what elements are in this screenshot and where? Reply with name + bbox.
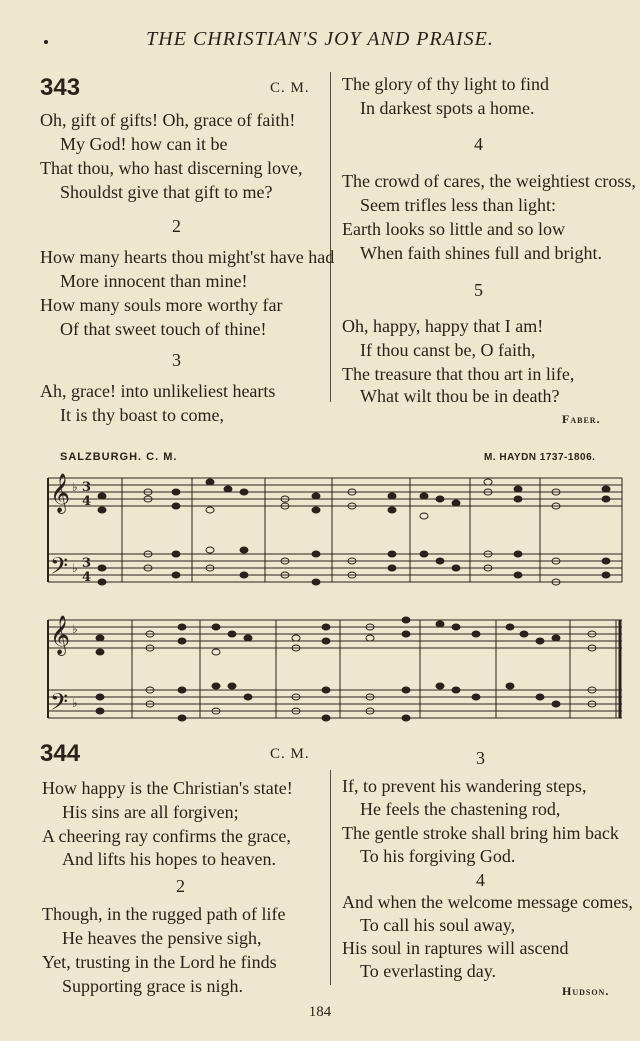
hymn-343-line: Ah, grace! into unlikeliest hearts: [40, 381, 276, 401]
hymn-343-line: The treasure that thou art in life,: [342, 364, 575, 384]
notes: [96, 479, 610, 721]
time-signature: 3: [82, 480, 92, 495]
tune-name: SALZBURGH. C. M.: [60, 451, 178, 463]
flat-icon: ♭: [72, 696, 78, 710]
hymn-343-line: Oh, gift of gifts! Oh, grace of faith!: [40, 110, 296, 130]
hymn-343-line: My God! how can it be: [60, 134, 228, 154]
hymn-344-line: His sins are all forgiven;: [62, 802, 239, 822]
hymn-343-line: When faith shines full and bright.: [360, 243, 602, 263]
treble-clef-icon: 𝄞: [50, 473, 71, 513]
hymn-343-number: 343: [40, 74, 81, 101]
hymn-343-author: Faber.: [562, 412, 601, 426]
hymn-344-line: Yet, trusting in the Lord he finds: [42, 952, 277, 972]
flat-icon: ♭: [72, 622, 78, 636]
hymn-343-line: That thou, who hast discerning love,: [40, 158, 303, 178]
hymn-344-line: To everlasting day.: [360, 961, 497, 981]
system-2-barlines: [132, 620, 620, 718]
hymn-344-line: To call his soul away,: [360, 915, 516, 935]
hymn-343-line: Of that sweet touch of thine!: [60, 319, 267, 339]
time-signature: 3: [82, 556, 92, 571]
hymn-343-meter: C. M.: [270, 80, 310, 96]
hymn-343-line: The crowd of cares, the weightiest cross,: [342, 171, 636, 191]
hymn-343-line: If thou canst be, O faith,: [360, 340, 536, 360]
flat-icon: ♭: [72, 480, 78, 494]
column-divider: [330, 770, 331, 985]
system-2-bass-staff: [48, 690, 622, 718]
hymn-343-line: The glory of thy light to find: [342, 74, 549, 94]
hymn-344-line: To his forgiving God.: [360, 846, 516, 866]
hymn-343-line: How many souls more worthy far: [40, 295, 283, 315]
verse-number: 5: [474, 280, 483, 300]
hymn-344-line: He heaves the pensive sigh,: [62, 928, 262, 948]
hymn-344-line: If, to prevent his wandering steps,: [342, 776, 587, 796]
hymn-343-line: Seem trifles less than light:: [360, 195, 556, 215]
system-1-treble-staff: [48, 478, 622, 506]
hymn-343-line: How many hearts thou might'st have had: [40, 247, 335, 267]
page-number: 184: [308, 1004, 332, 1020]
verse-number: 3: [476, 748, 485, 768]
hymn-343-line: More innocent than mine!: [60, 271, 248, 291]
time-signature: 4: [82, 494, 92, 509]
hymn-344-line: Though, in the rugged path of life: [42, 904, 286, 924]
hymn-343-line: It is thy boast to come,: [60, 405, 224, 425]
bass-clef-icon: 𝄢: [50, 552, 69, 585]
hymn-344-line: The gentle stroke shall bring him back: [342, 823, 619, 843]
treble-clef-icon: 𝄞: [50, 615, 71, 655]
hymn-344-number: 344: [40, 740, 81, 767]
system-1-bass-staff: [48, 554, 622, 582]
hymn-344-line: He feels the chastening rod,: [360, 799, 561, 819]
verse-number: 3: [172, 350, 181, 370]
music-score: [0, 460, 640, 730]
hymn-344-line: How happy is the Christian's state!: [42, 778, 293, 798]
hymn-343-line: Oh, happy, happy that I am!: [342, 316, 544, 336]
hymn-344-meter: C. M.: [270, 746, 310, 762]
hymn-343-line: Earth looks so little and so low: [342, 219, 565, 239]
hymn-344-line: And lifts his hopes to heaven.: [62, 849, 276, 869]
tune-composer: M. HAYDN 1737-1806.: [484, 452, 596, 463]
hymn-344-line: Supporting grace is nigh.: [62, 976, 243, 996]
hymn-343-line: In darkest spots a home.: [360, 98, 535, 118]
verse-number: 2: [172, 216, 181, 236]
system-1-barlines: [122, 478, 622, 582]
verse-number: 4: [476, 870, 485, 890]
system-2-treble-staff: [48, 620, 622, 648]
flat-icon: ♭: [72, 561, 78, 575]
verse-number: 2: [176, 876, 185, 896]
column-divider: [330, 72, 331, 402]
time-signature: 4: [82, 570, 92, 585]
hymn-344-line: His soul in raptures will ascend: [342, 938, 569, 958]
hymn-344-author: Hudson.: [562, 984, 610, 998]
hymn-344-line: A cheering ray confirms the grace,: [42, 826, 291, 846]
hymn-343-line: What wilt thou be in death?: [360, 386, 560, 406]
verse-number: 4: [474, 134, 483, 154]
hymn-344-line: And when the welcome message comes,: [342, 892, 633, 912]
hymn-343-line: Shouldst give that gift to me?: [60, 182, 273, 202]
page-header: THE CHRISTIAN'S JOY AND PRAISE.: [146, 28, 494, 50]
bass-clef-icon: 𝄢: [50, 688, 69, 721]
